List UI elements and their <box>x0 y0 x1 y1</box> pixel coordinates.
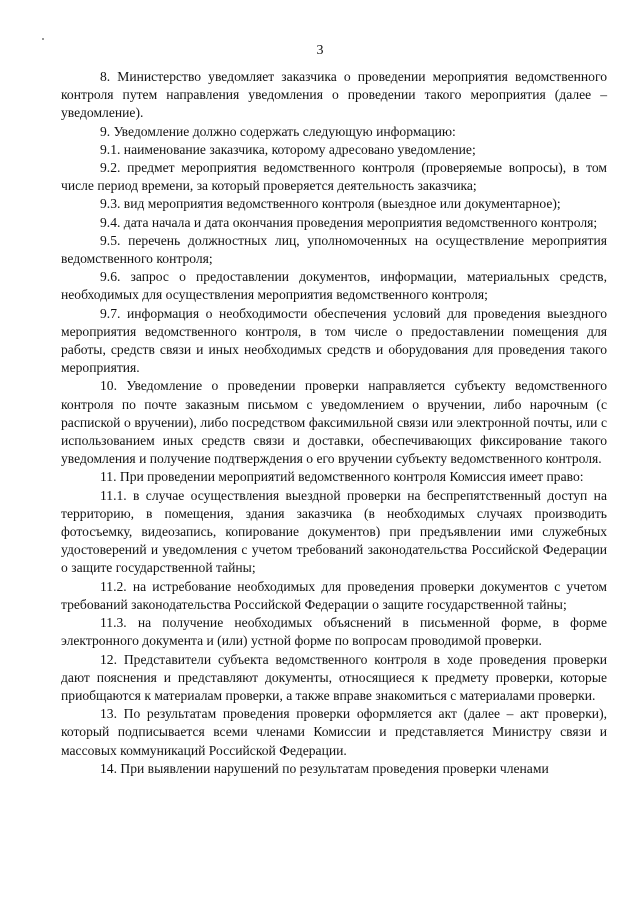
paragraph-9-7: 9.7. информация о необходимости обеспечения условий для проведения выездного мероприятия ведомственного контроля, в том числе о предоставлении помещения для работы, средств связи и иных необходимых средств и оборудования для проведения такого мероприятия. <box>61 305 607 376</box>
paragraph-14: 14. При выявлении нарушений по результатам проведения проверки членами <box>100 760 549 776</box>
paragraph-9-1: 9.1. наименование заказчика, которому адресовано уведомление; <box>100 141 476 157</box>
paragraph-9-2: 9.2. предмет мероприятия ведомственного контроля (проверяемые вопросы), в том числе период времени, за который проверяется деятельность заказчика; <box>61 160 607 194</box>
paragraph-11: 11. При проведении мероприятий ведомственного контроля Комиссия имеет право: <box>100 469 584 485</box>
document-body <box>61 68 607 778</box>
paragraph-10: 10. Уведомление о проведении проверки направляется субъекту ведомственного контроля по почте заказным письмом с уведомлением о вручении, либо нарочным (с распиской о вручении), либо посредством факсимильной связи или электронной почты, или с использованием иных средств связи и доставки, обеспечивающих фиксирование такого уведомления и получение подтверждения о его вручении субъекту ведомственного контроля. <box>61 378 607 467</box>
paragraph-11-1: 11.1. в случае осуществления выездной проверки на беспрепятственный доступ на территорию, в помещения, здания заказчика (в необходимых случаях производить фотосъемку, видеозапись, копирование документов) при предъявлении ими служебных удостоверений и уведомления с учетом требований законодательства Российской Федерации о защите государственной тайны; <box>61 487 607 576</box>
paragraph-13: 13. По результатам проведения проверки оформляется акт (далее – акт проверки), который подписывается всеми членами Комиссии и представляется Министру связи и массовых коммуникаций Российской Федерации. <box>61 706 607 758</box>
paragraph-11-2: 11.2. на истребование необходимых для проведения проверки документов с учетом требований законодательства Российской Федерации о защите государственной тайны; <box>61 578 607 612</box>
scan-speck <box>42 38 44 40</box>
paragraph-9-5: 9.5. перечень должностных лиц, уполномоченных на осуществление мероприятия ведомственного контроля; <box>61 232 607 267</box>
paragraph-11-3: 11.3. на получение необходимых объяснений в письменной форме, в форме электронного документа и (или) устной форме по вопросам проводимой проверки. <box>61 615 607 649</box>
paragraph-9-4: 9.4. дата начала и дата окончания проведения мероприятия ведомственного контроля; <box>100 214 598 230</box>
page-number: 3 <box>316 43 324 58</box>
paragraph-9-6: 9.6. запрос о предоставлении документов, информации, материальных средств, необходимых для осуществления мероприятия ведомственного контроля; <box>61 269 607 303</box>
paragraph-9: 9. Уведомление должно содержать следующую информацию: <box>100 123 456 139</box>
paragraph-8: 8. Министерство уведомляет заказчика о проведении мероприятия ведомственного контроля путем направления уведомления о проведении такого мероприятия (далее – уведомление). <box>61 69 607 121</box>
paragraph-9-3: 9.3. вид мероприятия ведомственного контроля (выездное или документарное); <box>100 196 561 212</box>
paragraph-12: 12. Представители субъекта ведомственного контроля в ходе проведения проверки дают пояснения и представляют документы, относящиеся к предмету проверки, которые приобщаются к материалам проверки, а также вправе знакомиться с материалами проверки. <box>61 651 607 703</box>
